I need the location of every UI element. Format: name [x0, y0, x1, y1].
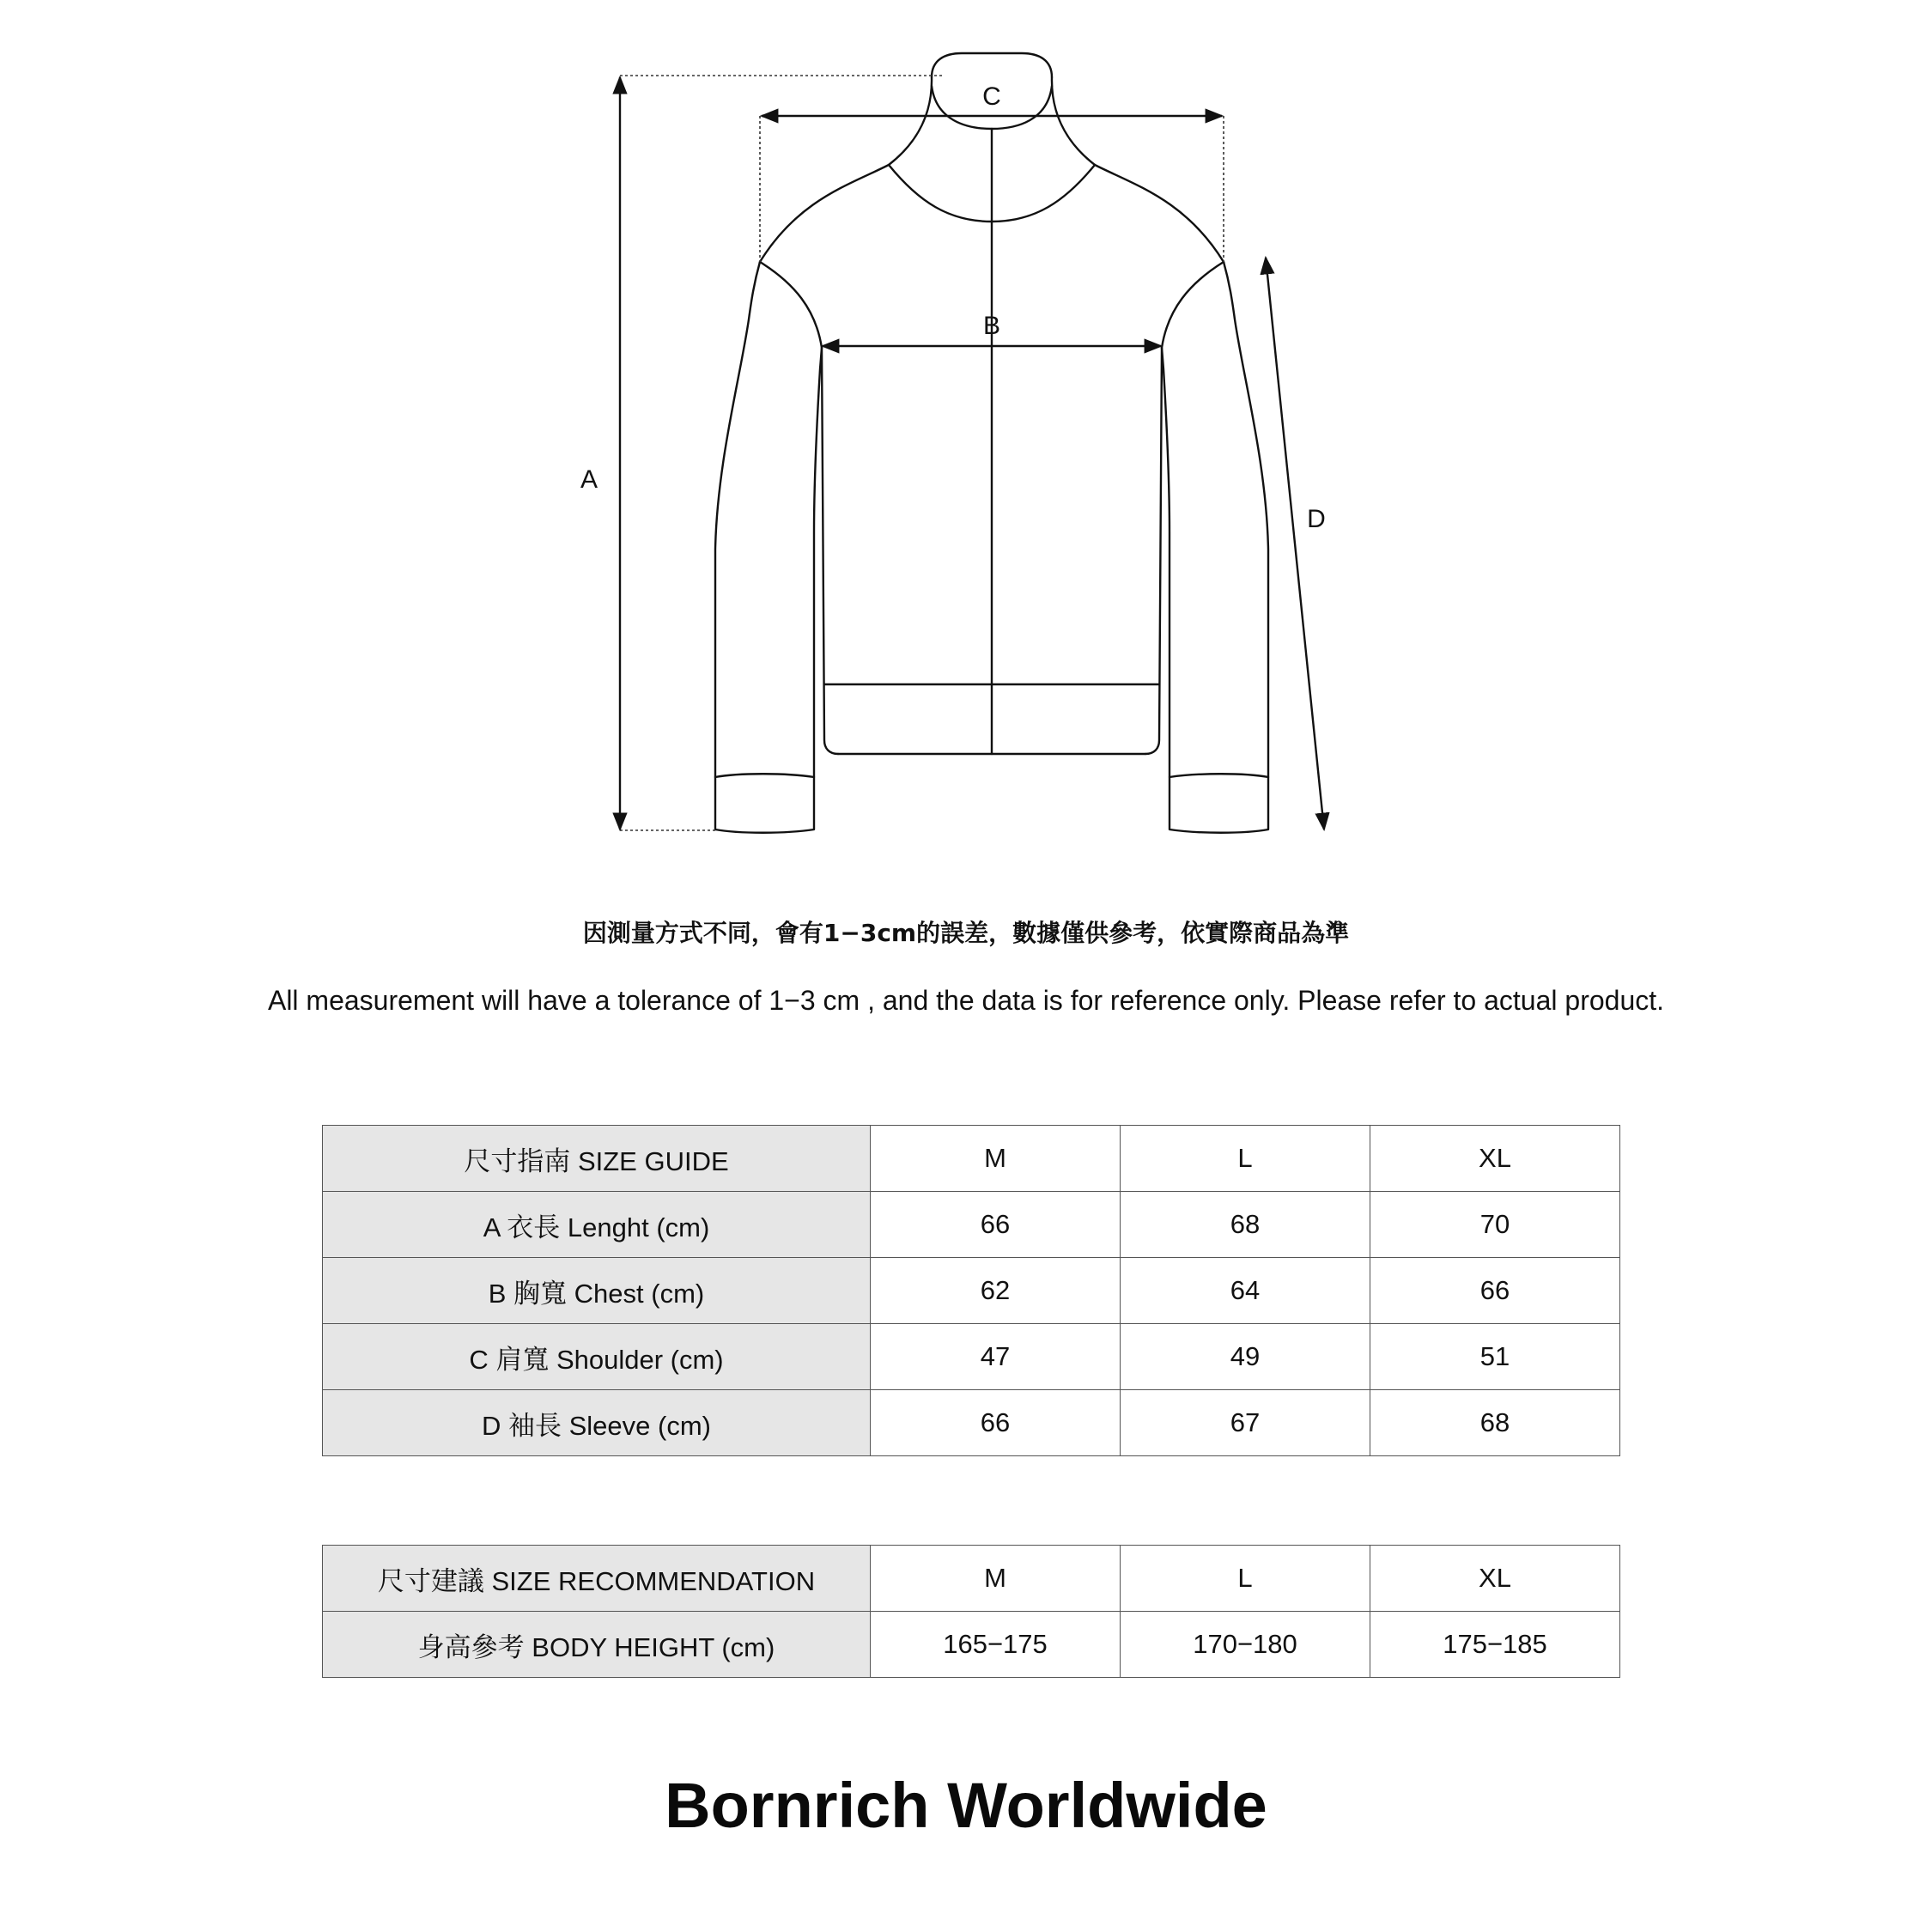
label-c: C — [982, 82, 1001, 111]
row-label-chest: B 胸寬 Chest (cm) — [323, 1258, 871, 1324]
left-cuff-seam — [715, 774, 814, 777]
brand-name: Bornrich Worldwide — [665, 1770, 1267, 1841]
right-sleeve — [1162, 262, 1268, 833]
cell-value: 66 — [871, 1390, 1121, 1456]
label-d: D — [1307, 505, 1326, 533]
body-left-side — [822, 348, 838, 754]
collar-top — [932, 53, 1052, 77]
label-a: A — [580, 465, 598, 494]
size-header-xl: XL — [1370, 1546, 1620, 1612]
cell-value: 175−185 — [1370, 1612, 1620, 1678]
right-armhole-seam — [1162, 262, 1224, 348]
cell-value: 67 — [1121, 1390, 1370, 1456]
cell-value: 49 — [1121, 1324, 1370, 1390]
collar-left-side — [889, 77, 932, 165]
row-label-length: A 衣長 Lenght (cm) — [323, 1192, 871, 1258]
cell-value: 51 — [1370, 1324, 1620, 1390]
label-b: B — [982, 312, 1001, 340]
row-label-shoulder: C 肩寬 Shoulder (cm) — [323, 1324, 871, 1390]
cell-value: 68 — [1370, 1390, 1620, 1456]
cell-value: 66 — [871, 1192, 1121, 1258]
measurement-guides — [620, 76, 1224, 830]
table-row — [323, 1192, 1620, 1258]
cell-value: 170−180 — [1121, 1612, 1370, 1678]
row-label-sleeve: D 袖長 Sleeve (cm) — [323, 1390, 871, 1456]
tolerance-note-chinese: 因測量方式不同，會有1−3cm的誤差，數據僅供參考，依實際商品為準 — [582, 919, 1350, 947]
size-header-l: L — [1121, 1546, 1370, 1612]
size-recommendation-title: 尺寸建議 SIZE RECOMMENDATION — [323, 1546, 871, 1612]
measurement-arrows — [620, 77, 1324, 829]
cell-value: 47 — [871, 1324, 1121, 1390]
left-sleeve — [715, 262, 822, 833]
cell-value: 70 — [1370, 1192, 1620, 1258]
size-recommendation-header-row — [323, 1546, 1620, 1612]
size-recommendation-table — [322, 1545, 1620, 1678]
cell-value: 66 — [1370, 1258, 1620, 1324]
cell-value: 165−175 — [871, 1612, 1121, 1678]
table-row — [323, 1324, 1620, 1390]
size-header-l: L — [1121, 1126, 1370, 1192]
row-label-body-height: 身高參考 BODY HEIGHT (cm) — [323, 1612, 871, 1678]
size-header-m: M — [871, 1546, 1121, 1612]
size-guide-table — [322, 1125, 1620, 1456]
right-cuff-seam — [1170, 774, 1268, 777]
size-header-m: M — [871, 1126, 1121, 1192]
collar-right-side — [1052, 77, 1095, 165]
right-shoulder — [1095, 165, 1224, 262]
cell-value: 68 — [1121, 1192, 1370, 1258]
jacket-outline — [715, 53, 1268, 833]
left-armhole-seam — [760, 262, 822, 348]
cell-value: 64 — [1121, 1258, 1370, 1324]
left-shoulder — [760, 165, 889, 262]
size-guide-header-row — [323, 1126, 1620, 1192]
size-guide-title: 尺寸指南 SIZE GUIDE — [323, 1126, 871, 1192]
table-row — [323, 1612, 1620, 1678]
garment-measurement-diagram — [0, 0, 1932, 859]
table-row — [323, 1258, 1620, 1324]
size-header-xl: XL — [1370, 1126, 1620, 1192]
table-row — [323, 1390, 1620, 1456]
arrow-d-sleeve — [1266, 258, 1324, 829]
body-right-side — [1145, 348, 1162, 754]
tolerance-note-english: All measurement will have a tolerance of 1−3 cm , and the data is for reference only. Please refer to actual product. — [267, 985, 1665, 1016]
cell-value: 62 — [871, 1258, 1121, 1324]
